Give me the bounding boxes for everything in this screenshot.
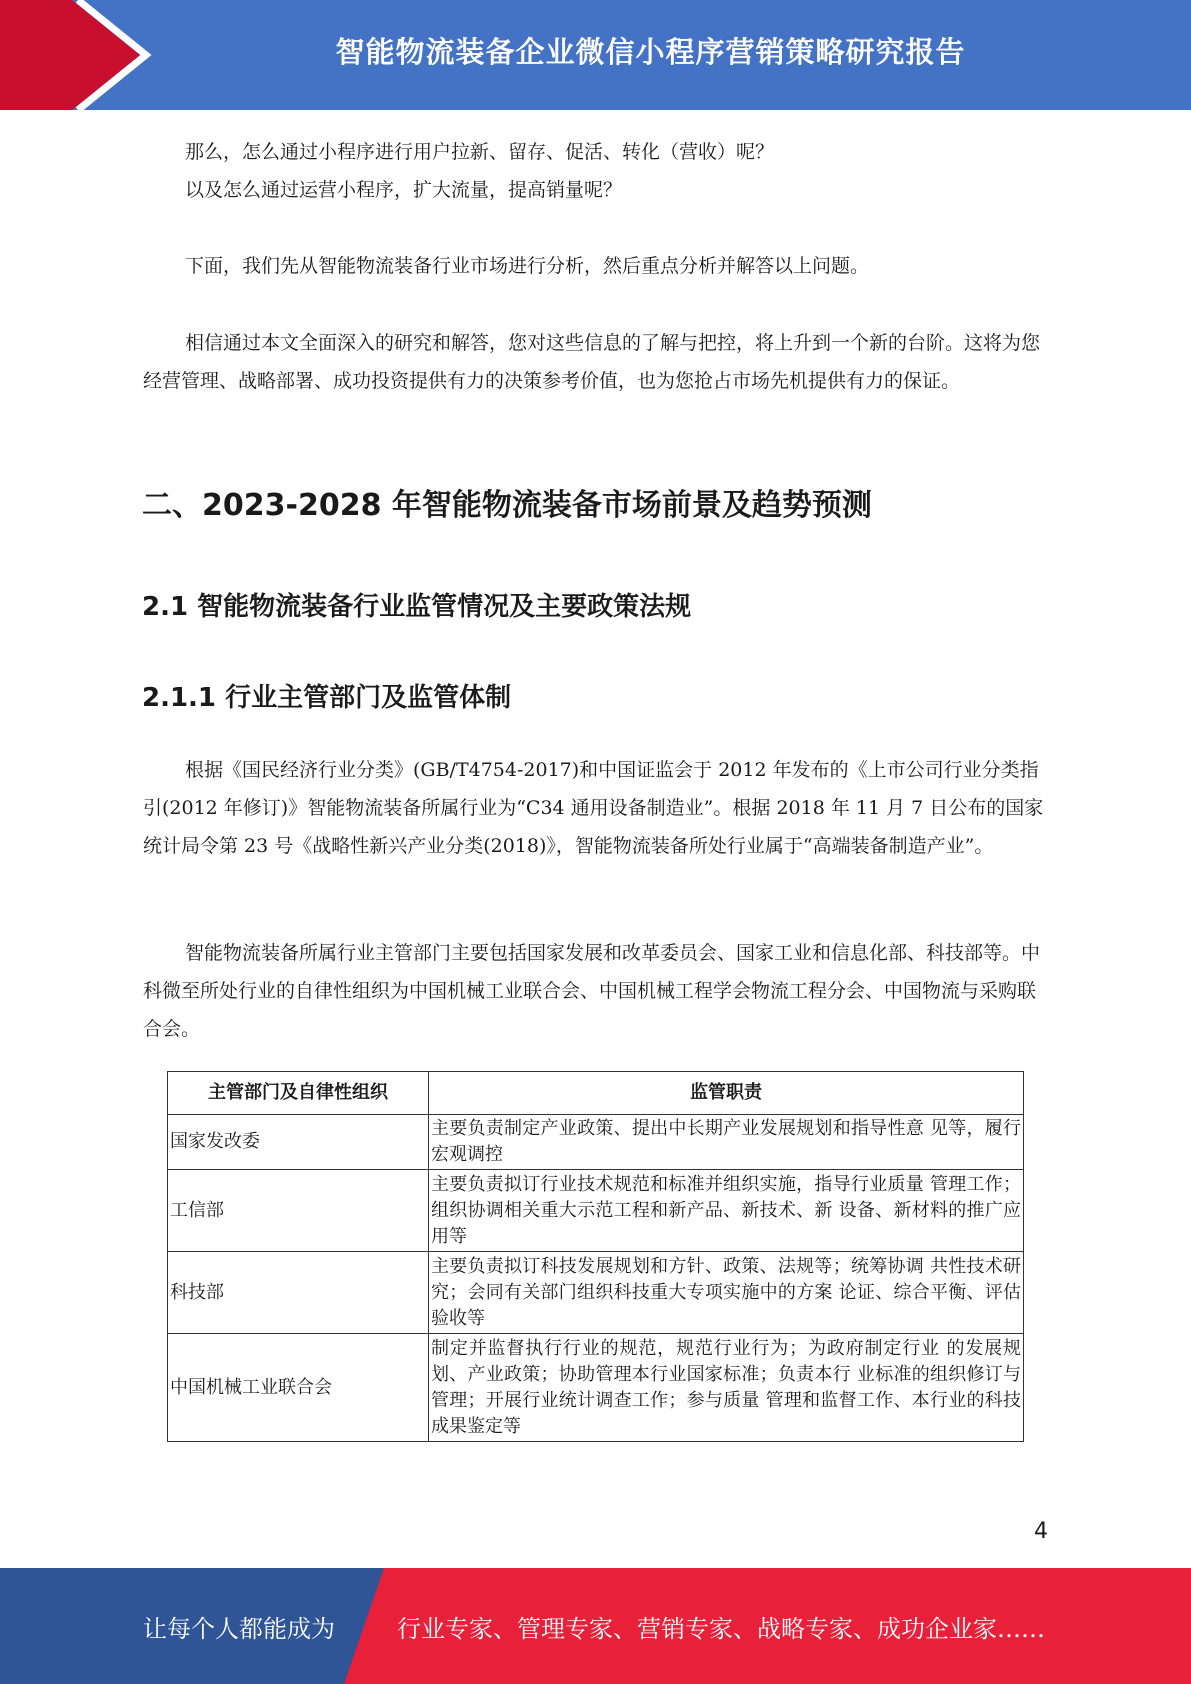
regulators-table — [167, 1071, 1024, 1442]
page-footer — [0, 1568, 1191, 1684]
subsection-heading: 2.1 智能物流装备行业监管情况及主要政策法规 — [142, 592, 692, 622]
table-row — [168, 1115, 1024, 1170]
paragraph-classification: 根据《国民经济行业分类》(GB/T4754-2017)和中国证监会于 2012 年发布的《上市公司行业分类指引(2012 年修订)》智能物流装备所属行业为“C34 通用设备制造业”。根据 2018 年 11 月 7 日公布的国家统计局令第 23 号《战略性新兴产业分类(2018)》，智能物流装备所处行业属于“高端装备制造产业”。 — [143, 759, 1044, 857]
table-cell-organization: 工信部 — [168, 1170, 429, 1252]
footer-slogan-left: 让每个人都能成为 — [143, 1614, 335, 1643]
page-number: 4 — [1034, 1519, 1048, 1544]
table-row — [168, 1334, 1024, 1442]
paragraph-intro: 下面，我们先从智能物流装备行业市场进行分析，然后重点分析并解答以上问题。 — [185, 255, 870, 277]
table-header-row — [168, 1072, 1024, 1115]
table-cell-organization: 中国机械工业联合会 — [168, 1334, 429, 1442]
report-title: 智能物流装备企业微信小程序营销策略研究报告 — [335, 34, 966, 69]
table-cell-duty: 制定并监督执行行业的规范，规范行业行为；为政府制定行业 的发展规划、产业政策；协助管理本行业国家标准；负责本行 业标准的组织修订与管理；开展行业统计调查工作；参与质量 管理和监督工作、本行业的科技成果鉴定等 — [429, 1334, 1024, 1442]
table-row — [168, 1170, 1024, 1252]
table-cell-duty: 主要负责拟订科技发展规划和方针、政策、法规等；统筹协调 共性技术研究；会同有关部门组织科技重大专项实施中的方案 论证、综合平衡、评估验收等 — [429, 1252, 1024, 1334]
table-row — [168, 1252, 1024, 1334]
footer-slogan-right: 行业专家、管理专家、营销专家、战略专家、成功企业家…… — [397, 1614, 1045, 1643]
table-cell-organization: 国家发改委 — [168, 1115, 429, 1170]
table-header-cell: 主管部门及自律性组织 — [168, 1072, 429, 1115]
table-cell-duty: 主要负责制定产业政策、提出中长期产业发展规划和指导性意 见等，履行宏观调控 — [429, 1115, 1024, 1170]
table-header-cell: 监管职责 — [429, 1072, 1024, 1115]
table-cell-duty: 主要负责拟订行业技术规范和标准并组织实施，指导行业质量 管理工作；组织协调相关重大示范工程和新产品、新技术、新 设备、新材料的推广应用等 — [429, 1170, 1024, 1252]
section-heading: 二、2023-2028 年智能物流装备市场前景及趋势预测 — [142, 488, 872, 523]
paragraph-question-1: 那么，怎么通过小程序进行用户拉新、留存、促活、转化（营收）呢？ — [185, 141, 775, 163]
subsubsection-heading: 2.1.1 行业主管部门及监管体制 — [142, 683, 512, 713]
table-cell-organization: 科技部 — [168, 1252, 429, 1334]
paragraph-authorities: 智能物流装备所属行业主管部门主要包括国家发展和改革委员会、国家工业和信息化部、科技部等。中科微至所处行业的自律性组织为中国机械工业联合会、中国机械工程学会物流工程分会、中国物流与采购联合会。 — [143, 942, 1041, 1040]
paragraph-question-2: 以及怎么通过运营小程序，扩大流量，提高销量呢？ — [185, 179, 623, 201]
paragraph-value: 相信通过本文全面深入的研究和解答，您对这些信息的了解与把控，将上升到一个新的台阶。这将为您经营管理、战略部署、成功投资提供有力的决策参考价值，也为您抢占市场先机提供有力的保证。 — [143, 332, 1041, 392]
page-header — [0, 0, 1191, 110]
